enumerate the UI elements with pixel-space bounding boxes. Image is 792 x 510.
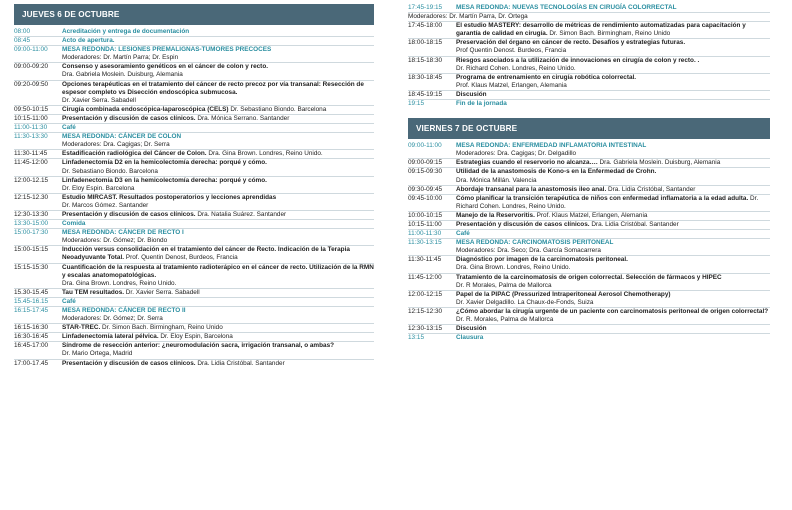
speaker: Dr. Marcos Gómez. Santander bbox=[62, 201, 149, 209]
schedule-row bbox=[14, 323, 374, 332]
schedule-row bbox=[14, 105, 374, 114]
speaker: Dra. Lidia Cristóbal. Santander bbox=[589, 220, 679, 228]
schedule-body bbox=[456, 142, 770, 158]
speaker: Dr. Richard Cohen. Londres, Reino Unido. bbox=[456, 194, 759, 210]
schedule-row bbox=[408, 220, 770, 229]
schedule-row bbox=[14, 36, 374, 45]
speaker: Prof. Quentin Denost, Burdeos, Francia bbox=[124, 254, 238, 262]
schedule-time: 09:20-09:50 bbox=[14, 80, 49, 88]
schedule-body bbox=[62, 211, 374, 219]
schedule-row bbox=[14, 62, 374, 79]
session-title: Inducción versus consolidación en el tratamiento del cáncer de Recto. Indicación de la Terapia Neoadyuvante Total. bbox=[62, 246, 350, 262]
speaker: Dr. R. Morales, Palma de Mallorca bbox=[456, 316, 554, 323]
schedule-time: 15:00-15:15 bbox=[14, 246, 49, 254]
schedule-row bbox=[14, 28, 374, 36]
schedule-row bbox=[408, 324, 770, 333]
schedule-time: 15.30-15.45 bbox=[14, 288, 49, 296]
schedule-time: 19:15 bbox=[408, 100, 424, 108]
speaker: Dr. Simon Bach. Birmingham, Reino Unido bbox=[100, 324, 223, 332]
moderators: Moderadores: Dra. Seco; Dra. García Somacarrera bbox=[456, 247, 601, 255]
schedule-time: 16:15-17:45 bbox=[14, 307, 49, 314]
schedule-row bbox=[14, 45, 374, 62]
session-title: ¿Cómo abordar la cirugía urgente de un paciente con carcinomatosis peritoneal de origen colorrectal? bbox=[456, 307, 769, 315]
session-title: El estudio MASTERY: desarrollo de métricas de rendimiento automatizadas para capacitación y garantía de calidad en cirugía. bbox=[456, 22, 746, 38]
schedule-time: 11:45-12:00 bbox=[408, 273, 442, 281]
schedule-body bbox=[62, 298, 374, 306]
schedule-time: 13:30-15:00 bbox=[14, 220, 49, 228]
moderators: Moderadores: Dra. Cagigas; Dr. Serra bbox=[62, 141, 170, 149]
session-title: STAR-TREC. bbox=[62, 324, 101, 332]
schedule-row bbox=[408, 12, 770, 21]
schedule-row bbox=[14, 219, 374, 228]
session-title: Abordaje transanal para la anastomosis ileo anal. bbox=[456, 185, 607, 193]
schedule-row bbox=[408, 255, 770, 272]
session-title: Cirugía combinada endoscópica-laparoscópica (CELS) bbox=[62, 105, 229, 113]
speaker: Dr. Xavier Serra. Sabadell bbox=[62, 96, 136, 104]
schedule-row bbox=[14, 341, 374, 358]
schedule-row bbox=[408, 194, 770, 211]
session-title: Presentación y discusión de casos clínicos. bbox=[62, 210, 196, 218]
schedule-time: 11:30-13:15 bbox=[408, 239, 442, 247]
speaker: Dr. Eloy Espin. Barcelona bbox=[62, 184, 135, 192]
schedule-row bbox=[408, 21, 770, 38]
schedule-time: 11:30-13:30 bbox=[14, 133, 48, 141]
schedule-body bbox=[456, 274, 770, 290]
schedule-row bbox=[408, 158, 770, 167]
session-title: Clausura bbox=[456, 334, 484, 342]
session-title: Manejo de la Reservoritis. bbox=[456, 211, 535, 219]
session-title: Linfadenectomía D2 en la hemicolectomía derecha: porqué y cómo. bbox=[62, 159, 267, 167]
session-title: Estrategias cuando el reservorio no alcanza…. bbox=[456, 159, 598, 167]
schedule-body bbox=[62, 194, 374, 210]
schedule-body bbox=[62, 159, 374, 175]
moderators: Moderadores: Dr. Martín Parra; Dr. Espin bbox=[62, 54, 179, 62]
schedule-body bbox=[62, 220, 374, 228]
speaker: Prof Quentin Denost. Burdeos, Francia bbox=[456, 47, 567, 55]
session-title: Comida bbox=[62, 220, 86, 228]
schedule-row bbox=[408, 229, 770, 238]
schedule-time: 11:45-12:00 bbox=[14, 159, 48, 167]
session-title: Tratamiento de la carcinomatosis de origen colorrectal. Selección de fármacos y HIPEC bbox=[456, 273, 722, 281]
session-title: MESA REDONDA: ENFERMEDAD INFLAMATORIA INTESTINAL bbox=[456, 142, 647, 150]
schedule-body bbox=[62, 81, 374, 105]
session-title: Cómo planificar la transición terapéutica de niños con enfermedad inflamatoria a la edad adulta. bbox=[456, 194, 749, 202]
schedule-time: 17:00-17.45 bbox=[14, 359, 49, 367]
speaker: Prof. Klaus Matzel, Erlangen, Alemania bbox=[534, 211, 648, 219]
schedule-row bbox=[14, 132, 374, 149]
schedule-body bbox=[456, 39, 770, 55]
session-title: Acreditación y entrega de documentación bbox=[62, 28, 190, 35]
speaker: Dra. Gabriela Moslein. Duisburg, Alemania bbox=[597, 159, 721, 167]
schedule-body bbox=[62, 264, 374, 288]
schedule-row bbox=[14, 306, 374, 323]
schedule-body bbox=[62, 324, 374, 332]
schedule-row bbox=[14, 210, 374, 219]
schedule-time: 18:15-18:30 bbox=[408, 56, 443, 64]
speaker: Dra. Gina Brown. Londres, Reino Unido. bbox=[206, 150, 323, 158]
schedule-row bbox=[14, 359, 374, 368]
day-header-thursday: JUEVES 6 DE OCTUBRE bbox=[14, 4, 374, 25]
schedule-body bbox=[456, 159, 770, 167]
schedule-body bbox=[62, 342, 374, 358]
schedule-time: 12:30-13:30 bbox=[14, 210, 49, 218]
session-title: Acto de apertura. bbox=[62, 37, 115, 45]
schedule-body bbox=[62, 150, 374, 158]
session-title: Consenso y asesoramiento genéticos en el cáncer de colon y recto. bbox=[62, 63, 268, 71]
schedule-body bbox=[456, 256, 770, 272]
schedule-time: 16:15-16:30 bbox=[14, 324, 49, 332]
schedule-time: 16:30-16:45 bbox=[14, 333, 49, 341]
speaker: Dr. Mario Ortega, Madrid bbox=[62, 350, 133, 358]
session-title: Estadificación radiológica del Cáncer de Colon. bbox=[62, 150, 207, 158]
session-title: Fin de la jornada bbox=[456, 100, 507, 108]
schedule-time: 13:15 bbox=[408, 334, 424, 342]
schedule-body bbox=[62, 28, 374, 36]
schedule-row bbox=[14, 80, 374, 105]
schedule-time: 18:30-18:45 bbox=[408, 73, 443, 81]
schedule-row bbox=[408, 307, 770, 324]
schedule-time: 15:15-15:30 bbox=[14, 263, 49, 271]
schedule-row bbox=[14, 193, 374, 210]
schedule-row bbox=[408, 185, 770, 194]
schedule-body bbox=[456, 308, 770, 324]
schedule-time: 11:30-11:45 bbox=[408, 256, 442, 264]
schedule-row bbox=[408, 4, 770, 12]
speaker: Dr. Xavier Delgadillo. La Chaux-de-Fonds, Suiza bbox=[456, 298, 594, 306]
schedule-body bbox=[62, 289, 374, 297]
schedule-body bbox=[456, 212, 770, 220]
schedule-body bbox=[62, 133, 374, 149]
schedule-body bbox=[456, 239, 770, 255]
schedule-time: 18:00-18:15 bbox=[408, 39, 443, 47]
speaker: Dr. Simon Bach. Birmingham, Reino Unido bbox=[547, 30, 671, 38]
schedule-body bbox=[62, 124, 374, 132]
schedule-body bbox=[456, 22, 770, 38]
schedule-body bbox=[62, 360, 374, 368]
schedule-body bbox=[456, 74, 770, 90]
speaker: Dr. Richard Cohen. Londres, Reino Unido. bbox=[456, 64, 576, 72]
session-title: Riesgos asociados a la utilización de innovaciones en cirugía de colon y recto. . bbox=[456, 56, 700, 64]
schedule-row bbox=[14, 123, 374, 132]
session-title: Discusión bbox=[456, 325, 487, 333]
schedule-time: 09:45-10:00 bbox=[408, 194, 443, 202]
schedule-row bbox=[408, 333, 770, 342]
schedule-body bbox=[62, 246, 374, 262]
schedule-time: 09:15-09:30 bbox=[408, 168, 443, 176]
schedule-row bbox=[408, 273, 770, 290]
schedule-time: 15:00-17:30 bbox=[14, 229, 49, 237]
schedule-body bbox=[62, 307, 374, 323]
schedule-time: 16:45-17:00 bbox=[14, 342, 49, 350]
schedule-time: 12:00-12:15 bbox=[408, 290, 443, 298]
speaker: Dra. Lidia Cristóbal, Santander bbox=[606, 185, 696, 193]
schedule-row bbox=[408, 290, 770, 307]
schedule-time: 09:00-09:15 bbox=[408, 159, 443, 167]
schedule-body bbox=[456, 334, 770, 342]
session-title: Presentación y discusión de casos clínicos. bbox=[62, 359, 196, 367]
speaker: Dra. Gina Brown. Londres, Reino Unido. bbox=[62, 279, 177, 287]
speaker: Prof. Klaus Matzel, Erlangen, Alemania bbox=[456, 81, 567, 89]
session-title: Café bbox=[456, 230, 470, 238]
schedule-time: 09:00-11:00 bbox=[408, 142, 442, 150]
session-title: MESA REDONDA: LESIONES PREMALIGNAS-TUMORES PRECOCES bbox=[62, 46, 272, 54]
schedule-time: 17:45-19:15 bbox=[408, 4, 443, 11]
session-title: Opciones terapéuticas en el tratamiento del cáncer de recto precoz por vía transanal: Resección de espesor completo vs Disección endoscópica submucosa. bbox=[62, 80, 364, 96]
schedule-row bbox=[14, 149, 374, 158]
schedule-row bbox=[14, 263, 374, 288]
schedule-row bbox=[14, 297, 374, 306]
schedule-time: 15.45-16.15 bbox=[14, 297, 49, 305]
schedule-body bbox=[62, 37, 374, 45]
schedule-time: 08:45 bbox=[14, 37, 30, 45]
schedule-row bbox=[408, 211, 770, 220]
session-title: Tau TEM resultados. bbox=[62, 288, 125, 296]
schedule-row bbox=[408, 90, 770, 99]
session-title: Utilidad de la anastomosis de Kono-s en la Enfermedad de Crohn. bbox=[456, 168, 657, 176]
schedule-row bbox=[408, 167, 770, 184]
schedule-row bbox=[14, 176, 374, 193]
schedule-body bbox=[62, 229, 374, 245]
schedule-time: 10:15-11:00 bbox=[408, 220, 442, 228]
schedule-body bbox=[456, 57, 770, 73]
session-title: Café bbox=[62, 124, 76, 132]
schedule-list-thursday-evening bbox=[408, 4, 770, 108]
schedule-row bbox=[14, 245, 374, 262]
session-title: Papel de la PIPAC (Pressurized Intraperitoneal Aerosol Chemotherapy) bbox=[456, 290, 671, 298]
moderators: Moderadores: Dr. Gómez; Dr. Serra bbox=[62, 315, 163, 323]
schedule-body bbox=[456, 195, 770, 211]
schedule-body bbox=[456, 168, 770, 184]
schedule-list-friday bbox=[408, 142, 770, 342]
session-title: Café bbox=[62, 297, 76, 305]
schedule-body bbox=[62, 106, 374, 114]
schedule-row bbox=[14, 114, 374, 123]
schedule-time: 12:30-13:15 bbox=[408, 325, 443, 333]
speaker: Dra. Mónica Millán. Valencia bbox=[456, 176, 537, 184]
session-title: MESA REDONDA: NUEVAS TECNOLOGÍAS EN CIRUGÍA COLORRECTAL bbox=[456, 4, 677, 11]
schedule-body bbox=[62, 333, 374, 341]
moderators-line: Moderadores: Dr. Martín Parra, Dr. Ortega bbox=[408, 13, 528, 21]
session-title: Diagnóstico por imagen de la carcinomatosis peritoneal. bbox=[456, 256, 628, 264]
schedule-time: 11:30-11:45 bbox=[14, 150, 48, 158]
session-title: Presentación y discusión de casos clínicos. bbox=[62, 114, 196, 122]
speaker: Dra. Mónica Serrano. Santander bbox=[195, 114, 290, 122]
session-title: Discusión bbox=[456, 90, 487, 98]
speaker: Dr. Sebastiano Biondo. Barcelona bbox=[62, 167, 158, 175]
schedule-time: 12:15-12.30 bbox=[14, 193, 49, 201]
speaker: Dra. Natalia Suárez. Santander bbox=[195, 210, 287, 218]
schedule-time: 09:00-11:00 bbox=[14, 46, 48, 54]
speaker: Dra. Gabriela Moslein. Duisburg, Alemania bbox=[62, 71, 183, 79]
session-title: MESA REDONDA: CARCINOMATOSIS PERITONEAL bbox=[456, 239, 614, 247]
schedule-body bbox=[456, 4, 770, 12]
right-column bbox=[408, 4, 770, 342]
moderators: Moderadores: Dra. Cagigas; Dr. Delgadillo bbox=[456, 150, 577, 158]
left-column bbox=[14, 4, 374, 368]
schedule-row bbox=[408, 142, 770, 158]
speaker: Dr. R Morales, Palma de Mallorca bbox=[456, 281, 552, 289]
schedule-row bbox=[408, 38, 770, 55]
session-title: Cuantificación de la respuesta al tratamiento radioterápico en el cáncer de recto. Utilización de la RMN y escalas anatomopatológicas. bbox=[62, 263, 374, 279]
schedule-row bbox=[14, 158, 374, 175]
schedule-body bbox=[456, 291, 770, 307]
session-title: Linfadenectomía lateral pélvica. bbox=[62, 333, 159, 341]
schedule-body bbox=[62, 177, 374, 193]
speaker: Dr. Sebastiano Biondo. Barcelona bbox=[228, 105, 327, 113]
session-title: MESA REDONDA: CÁNCER DE RECTO II bbox=[62, 307, 186, 314]
schedule-body bbox=[456, 91, 770, 99]
session-title: Presentación y discusión de casos clínicos. bbox=[456, 220, 590, 228]
speaker: Dra. Gina Brown. Londres, Reino Unido. bbox=[456, 264, 571, 272]
schedule-row bbox=[14, 332, 374, 341]
session-title: Linfadenectomía D3 en la hemicolectomía derecha: porqué y cómo. bbox=[62, 176, 267, 184]
schedule-row bbox=[408, 238, 770, 255]
schedule-row bbox=[408, 99, 770, 108]
schedule-time: 09:30-09:45 bbox=[408, 185, 443, 193]
schedule-body bbox=[62, 63, 374, 79]
session-title: Preservación del órgano en cáncer de recto. Desafíos y estrategias futuras. bbox=[456, 39, 686, 47]
day-header-friday: VIERNES 7 DE OCTUBRE bbox=[408, 118, 770, 139]
session-title: Síndrome de resección anterior: ¿neuromodulación sacra, irrigación transanal, o ambas? bbox=[62, 342, 335, 350]
moderators: Moderadores: Dr. Gómez; Dr. Biondo bbox=[62, 237, 168, 245]
schedule-time: 18:45-19:15 bbox=[408, 90, 443, 98]
speaker: Dr. Eloy Espin, Barcelona bbox=[158, 333, 233, 341]
schedule-body bbox=[62, 115, 374, 123]
session-title: Estudio MIRCAST. Resultados postoperatorios y lecciones aprendidas bbox=[62, 193, 277, 201]
schedule-row bbox=[14, 288, 374, 297]
schedule-body bbox=[456, 100, 770, 108]
schedule-row bbox=[408, 56, 770, 73]
schedule-time: 09:00-09:20 bbox=[14, 63, 49, 71]
session-title: MESA REDONDA: CÁNCER DE RECTO I bbox=[62, 229, 184, 237]
schedule-list-thursday bbox=[14, 28, 374, 368]
schedule-row bbox=[14, 228, 374, 245]
schedule-body bbox=[62, 46, 374, 62]
speaker: Dra. Lidia Cristóbal. Santander bbox=[195, 359, 285, 367]
session-title: Programa de entrenamiento en cirugía robótica colorrectal. bbox=[456, 73, 637, 81]
schedule-time: 12:00-12.15 bbox=[14, 176, 49, 184]
schedule-row bbox=[408, 73, 770, 90]
schedule-time: 11:00-11:30 bbox=[14, 124, 48, 132]
schedule-time: 08:00 bbox=[14, 28, 30, 35]
schedule-time: 10:00-10:15 bbox=[408, 211, 443, 219]
schedule-time: 12:15-12:30 bbox=[408, 307, 443, 315]
schedule-body bbox=[456, 230, 770, 238]
schedule-time: 09:50-10:15 bbox=[14, 105, 49, 113]
schedule-body bbox=[456, 186, 770, 194]
session-title: MESA REDONDA: CÁNCER DE COLON bbox=[62, 133, 182, 141]
speaker: Dr. Xavier Serra. Sabadell bbox=[124, 288, 200, 296]
schedule-body bbox=[456, 221, 770, 229]
schedule-time: 17:45-18:00 bbox=[408, 22, 443, 30]
schedule-time: 11:00-11:30 bbox=[408, 230, 442, 238]
schedule-time: 10:15-11:00 bbox=[14, 114, 48, 122]
schedule-body bbox=[456, 325, 770, 333]
